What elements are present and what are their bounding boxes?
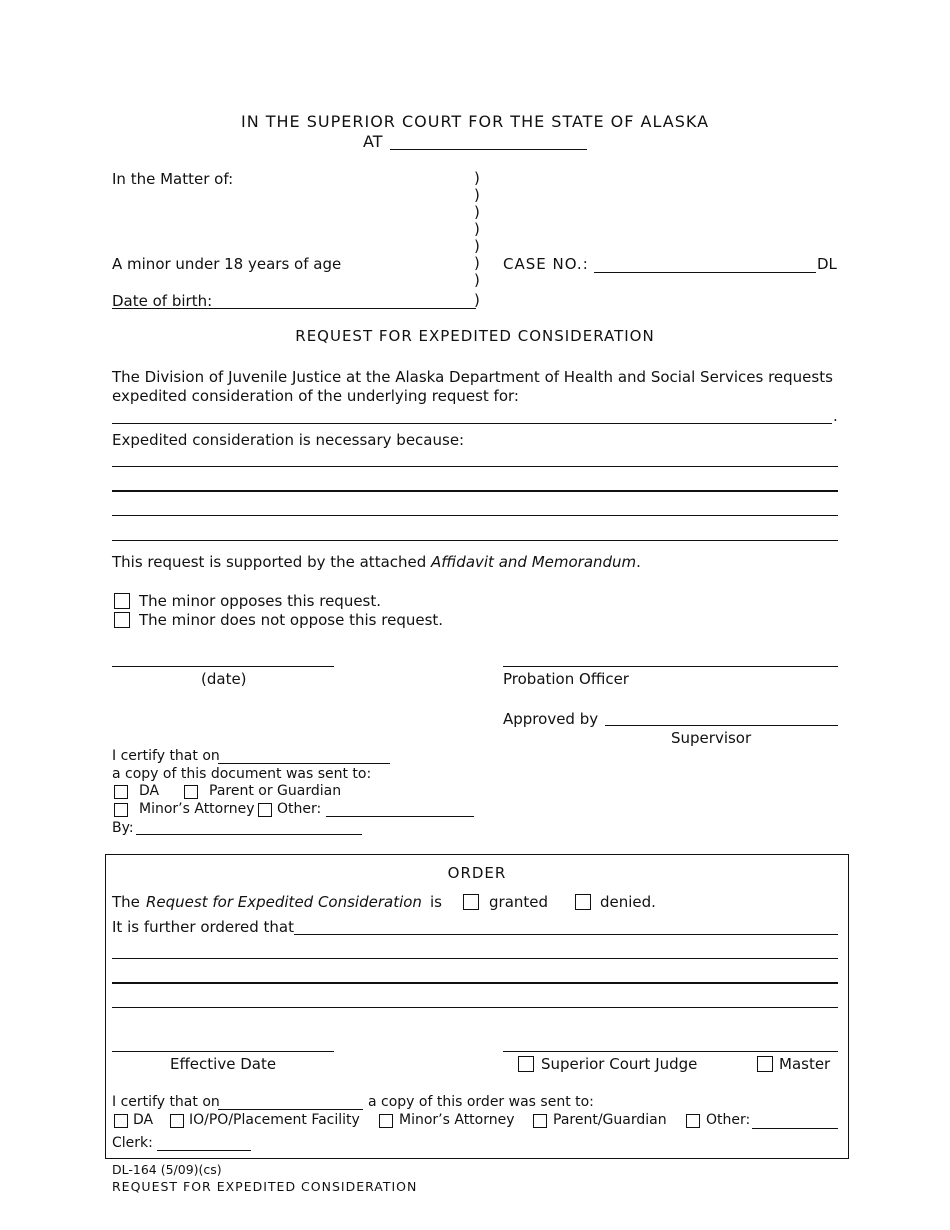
order-other-field[interactable] <box>752 1128 838 1129</box>
form-id: DL-164 (5/09)(cs) <box>112 1162 222 1177</box>
order-da-checkbox[interactable] <box>114 1114 128 1128</box>
effective-date-field[interactable] <box>112 1051 334 1052</box>
io-po-label: IO/PO/Placement Facility <box>189 1112 360 1128</box>
minor-opposes-label: The minor opposes this request. <box>139 592 382 610</box>
request-title: REQUEST FOR EXPEDITED CONSIDERATION <box>295 327 655 345</box>
parent-guardian-checkbox[interactable] <box>184 785 198 799</box>
paren: ) <box>474 169 480 187</box>
support-prefix: This request is supported by the attached <box>112 553 432 571</box>
by-label: By: <box>112 820 134 836</box>
court-title: IN THE SUPERIOR COURT FOR THE STATE OF ALASKA <box>240 112 710 131</box>
other-label: Other: <box>277 801 322 817</box>
intro-line2: expedited consideration of the underlying request for: <box>112 387 519 405</box>
date-field[interactable] <box>112 666 334 667</box>
other-checkbox[interactable] <box>258 803 272 817</box>
further-ordered-line-1[interactable] <box>294 934 838 935</box>
by-field[interactable] <box>136 834 362 835</box>
dob-field[interactable] <box>212 292 474 308</box>
case-no-field[interactable] <box>594 272 816 273</box>
order-certify-date-field[interactable] <box>218 1109 363 1110</box>
judge-signature[interactable] <box>503 1051 838 1052</box>
order-parent-guardian-checkbox[interactable] <box>533 1114 547 1128</box>
io-po-checkbox[interactable] <box>170 1114 184 1128</box>
parent-guardian-label: Parent or Guardian <box>209 783 342 799</box>
certify-line1: I certify that on <box>112 748 220 764</box>
at-label: AT <box>363 132 383 151</box>
granted-label: granted <box>489 893 549 911</box>
order-is: is <box>430 893 442 911</box>
minor-not-oppose-checkbox[interactable] <box>114 612 130 628</box>
reason-line-1[interactable] <box>112 466 838 467</box>
master-checkbox[interactable] <box>757 1056 773 1072</box>
denied-checkbox[interactable] <box>575 894 591 910</box>
da-label: DA <box>139 783 160 799</box>
further-ordered-line-2[interactable] <box>112 958 838 959</box>
reason-line-4[interactable] <box>112 540 838 541</box>
order-minors-attorney-checkbox[interactable] <box>379 1114 393 1128</box>
certify-line2: a copy of this document was sent to: <box>112 766 372 782</box>
further-ordered-line-3[interactable] <box>112 982 838 984</box>
paren: ) <box>474 271 480 289</box>
paren: ) <box>474 237 480 255</box>
order-request-italic: Request for Expedited Consideration <box>146 893 422 911</box>
other-field[interactable] <box>326 816 474 817</box>
paren: ) <box>474 291 480 309</box>
granted-checkbox[interactable] <box>463 894 479 910</box>
paren: ) <box>474 186 480 204</box>
supervisor-label: Supervisor <box>671 729 752 747</box>
date-label: (date) <box>201 670 247 688</box>
reason-line-3[interactable] <box>112 515 838 516</box>
paren: ) <box>474 254 480 272</box>
reason-line-2[interactable] <box>112 490 838 492</box>
paren: ) <box>474 203 480 221</box>
paren: ) <box>474 220 480 238</box>
superior-judge-checkbox[interactable] <box>518 1056 534 1072</box>
certify-date-field[interactable] <box>218 763 390 764</box>
further-ordered-label: It is further ordered that <box>112 918 294 936</box>
support-suffix: . <box>636 553 641 571</box>
clerk-label: Clerk: <box>112 1135 153 1151</box>
case-suffix: DL <box>817 255 837 273</box>
underlying-request-field[interactable] <box>112 423 832 424</box>
da-checkbox[interactable] <box>114 785 128 799</box>
dob-underline <box>112 308 476 309</box>
effective-date-label: Effective Date <box>170 1055 277 1073</box>
minors-attorney-label: Minor’s Attorney <box>139 801 255 817</box>
order-other-checkbox[interactable] <box>686 1114 700 1128</box>
order-certify-on: I certify that on <box>112 1094 220 1110</box>
further-ordered-line-4[interactable] <box>112 1007 838 1008</box>
necessary-label: Expedited consideration is necessary because: <box>112 431 465 449</box>
dob-label: Date of birth: <box>112 292 213 310</box>
support-statement <box>112 553 641 571</box>
order-title: ORDER <box>447 864 507 882</box>
denied-label: denied. <box>600 893 656 911</box>
minors-attorney-checkbox[interactable] <box>114 803 128 817</box>
period: . <box>833 407 838 425</box>
superior-judge-label: Superior Court Judge <box>541 1055 698 1073</box>
minor-not-oppose-label: The minor does not oppose this request. <box>139 611 444 629</box>
court-location-field[interactable] <box>390 149 587 150</box>
support-italic: Affidavit and Memorandum <box>431 553 637 571</box>
probation-officer-signature[interactable] <box>503 666 838 667</box>
minor-opposes-checkbox[interactable] <box>114 593 130 609</box>
order-the: The <box>112 893 140 911</box>
order-minors-attorney-label: Minor’s Attorney <box>399 1112 515 1128</box>
order-other-label: Other: <box>706 1112 751 1128</box>
minor-label: A minor under 18 years of age <box>112 255 342 273</box>
order-parent-guardian-label: Parent/Guardian <box>553 1112 667 1128</box>
order-da-label: DA <box>133 1112 154 1128</box>
intro-line1: The Division of Juvenile Justice at the Alaska Department of Health and Social Services requests <box>112 368 833 386</box>
clerk-field[interactable] <box>157 1150 251 1151</box>
master-label: Master <box>779 1055 831 1073</box>
form-footer-title: REQUEST FOR EXPEDITED CONSIDERATION <box>112 1179 418 1194</box>
probation-officer-label: Probation Officer <box>503 670 629 688</box>
case-no-label: CASE NO.: <box>503 255 589 273</box>
approved-by-label: Approved by <box>503 710 599 728</box>
order-copy-sent: a copy of this order was sent to: <box>368 1094 594 1110</box>
matter-label: In the Matter of: <box>112 170 234 188</box>
supervisor-signature[interactable] <box>605 725 838 726</box>
